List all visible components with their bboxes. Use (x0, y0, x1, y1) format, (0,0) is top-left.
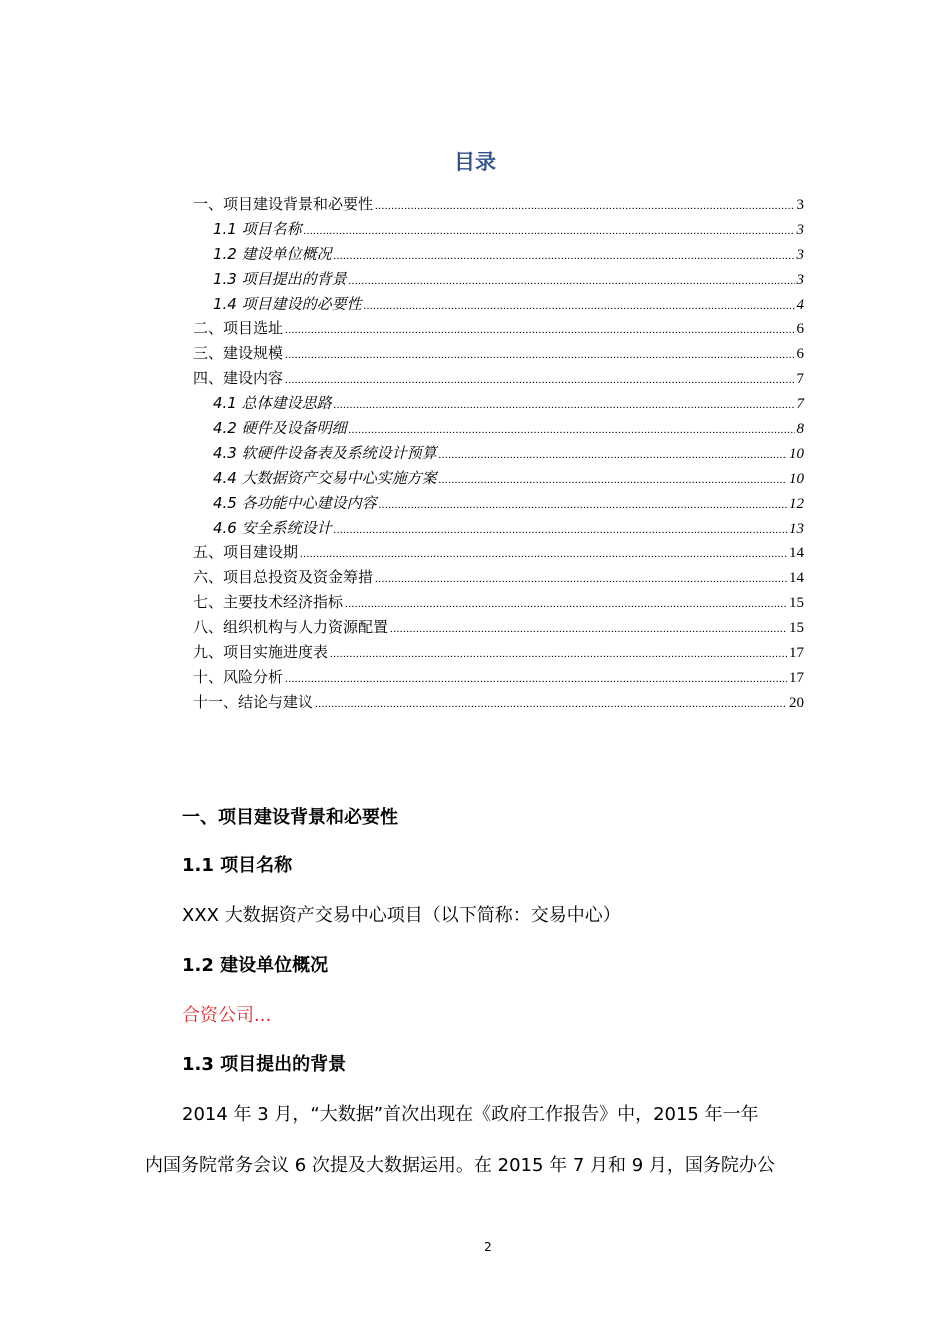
toc-leader-dots (285, 343, 794, 368)
toc-entry-title: 4.6 安全系统设计 (213, 518, 332, 537)
toc-leader-dots (334, 393, 795, 418)
toc-leader-dots (334, 244, 795, 269)
toc-leader-dots (375, 194, 794, 219)
toc-entry-title: 六、项目总投资及资金筹措 (193, 568, 374, 587)
toc-entry-title: 一、项目建设背景和必要性 (193, 195, 374, 213)
toc-entry-page: 3 (796, 271, 804, 288)
toc-entry-page: 12 (789, 495, 804, 512)
toc-entry-title: 七、主要技术经济指标 (193, 593, 344, 612)
toc-entry[interactable] (193, 366, 804, 391)
toc-entry-title: 4.5 各功能中心建设内容 (213, 493, 377, 512)
toc-entry-title: 4.4 大数据资产交易中心实施方案 (213, 468, 437, 487)
toc-entry-title: 1.2 建设单位概况 (213, 244, 332, 263)
toc-entry-page: 6 (796, 321, 804, 338)
toc-entry-title: 八、组织机构与人力资源配置 (193, 618, 389, 637)
section-heading: 一、项目建设背景和必要性 (182, 807, 398, 828)
toc-entry[interactable] (193, 416, 804, 441)
toc-entry[interactable] (193, 242, 804, 267)
toc-entry-title: 4.3 软硬件设备表及系统设计预算 (213, 443, 437, 462)
toc-entry-page: 7 (796, 396, 804, 413)
company-overview-text: 合资公司... (182, 1005, 272, 1026)
toc-entry-title: 4.1 总体建设思路 (213, 394, 332, 413)
toc-leader-dots (390, 617, 787, 642)
toc-entry-page: 7 (796, 371, 804, 388)
toc-entry-page: 4 (796, 296, 804, 313)
toc-leader-dots (330, 642, 787, 667)
toc-entry[interactable] (193, 615, 804, 640)
toc-entry-title: 1.1 项目名称 (213, 219, 302, 238)
table-of-contents (193, 192, 804, 715)
toc-entry[interactable] (193, 267, 804, 292)
toc-leader-dots (345, 592, 787, 617)
subsection-heading-1-1: 1.1 项目名称 (182, 855, 293, 876)
toc-leader-dots (334, 518, 787, 543)
toc-entry[interactable] (193, 665, 804, 690)
toc-entry-title: 十一、结论与建议 (193, 692, 314, 711)
page-number: 2 (484, 1240, 492, 1254)
toc-leader-dots (349, 418, 795, 443)
toc-entry-title: 1.3 项目提出的背景 (213, 269, 347, 288)
toc-entry-page: 14 (789, 545, 804, 562)
toc-entry-page: 15 (789, 595, 804, 612)
toc-leader-dots (285, 368, 794, 393)
toc-entry-page: 20 (789, 694, 804, 711)
toc-entry-page: 3 (796, 221, 804, 238)
toc-entry-page: 17 (789, 669, 804, 686)
toc-entry-page: 14 (789, 570, 804, 587)
toc-entry[interactable] (193, 391, 804, 416)
toc-leader-dots (304, 219, 795, 244)
toc-entry-title: 五、项目建设期 (193, 543, 299, 562)
toc-entry[interactable] (193, 466, 804, 491)
toc-entry-page: 13 (789, 520, 804, 537)
toc-entry[interactable] (193, 516, 804, 541)
toc-entry-title: 三、建设规模 (193, 344, 284, 363)
toc-title: 目录 (454, 150, 496, 174)
toc-leader-dots (375, 567, 787, 592)
project-name-text: XXX 大数据资产交易中心项目（以下简称：交易中心） (182, 905, 621, 926)
toc-entry[interactable] (193, 316, 804, 341)
toc-entry[interactable] (193, 341, 804, 366)
toc-entry[interactable] (193, 491, 804, 516)
toc-entry-page: 3 (796, 246, 804, 263)
toc-entry-page: 10 (789, 470, 804, 487)
toc-entry-page: 8 (796, 421, 804, 438)
toc-entry-page: 3 (796, 197, 804, 213)
toc-entry-title: 四、建设内容 (193, 369, 284, 388)
toc-entry[interactable] (193, 540, 804, 565)
toc-leader-dots (315, 692, 787, 717)
toc-entry[interactable] (193, 690, 804, 715)
toc-leader-dots (300, 542, 787, 567)
toc-entry[interactable] (193, 217, 804, 242)
toc-leader-dots (439, 443, 787, 468)
toc-entry[interactable] (193, 292, 804, 317)
toc-entry-page: 17 (789, 645, 804, 662)
toc-entry-page: 10 (789, 445, 804, 462)
toc-entry-title: 九、项目实施进度表 (193, 643, 329, 662)
toc-entry[interactable] (193, 565, 804, 590)
toc-leader-dots (285, 318, 794, 343)
subsection-heading-1-2: 1.2 建设单位概况 (182, 955, 329, 976)
background-paragraph-line: 2014 年 3 月，“大数据”首次出现在《政府工作报告》中，2015 年一年 (182, 1104, 759, 1125)
toc-leader-dots (379, 493, 787, 518)
toc-entry-page: 6 (796, 346, 804, 363)
toc-leader-dots (364, 294, 795, 319)
toc-entry[interactable] (193, 640, 804, 665)
toc-entry-title: 十、风险分析 (193, 667, 284, 686)
toc-entry-title: 二、项目选址 (193, 319, 284, 338)
toc-entry-title: 1.4 项目建设的必要性 (213, 294, 362, 313)
toc-entry[interactable] (193, 590, 804, 615)
subsection-heading-1-3: 1.3 项目提出的背景 (182, 1054, 347, 1075)
toc-entry-title: 4.2 硬件及设备明细 (213, 419, 347, 438)
background-paragraph-line: 内国务院常务会议 6 次提及大数据运用。在 2015 年 7 月和 9 月，国务院办公 (145, 1155, 775, 1176)
toc-leader-dots (439, 468, 787, 493)
toc-leader-dots (285, 667, 787, 692)
toc-entry[interactable] (193, 192, 804, 217)
toc-entry-page: 15 (789, 620, 804, 637)
toc-leader-dots (349, 269, 795, 294)
toc-entry[interactable] (193, 441, 804, 466)
